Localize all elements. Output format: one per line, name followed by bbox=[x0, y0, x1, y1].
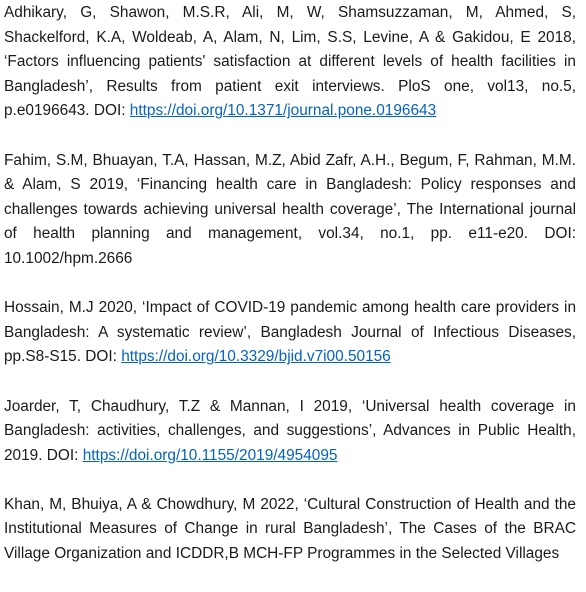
reference-text: Joarder, T, Chaudhury, T.Z & Mannan, I 2019, ‘Universal health coverage in Bangladesh: activities, challenges, and suggestions’, Advances in Public Health, 2019. DOI: bbox=[4, 397, 576, 464]
doi-link[interactable]: https://doi.org/10.1371/journal.pone.0196643 bbox=[129, 102, 437, 120]
reference-entry bbox=[4, 395, 576, 469]
reference-entry bbox=[4, 493, 576, 567]
doi-link[interactable]: https://doi.org/10.1155/2019/4954095 bbox=[82, 446, 338, 464]
reference-text: Khan, M, Bhuiya, A & Chowdhury, M 2022, ‘Cultural Construction of Health and the Institutional Measures of Change in rural Bangladesh’, The Cases of the BRAC Village Organization and ICDDR,B MCH-FP Programmes in the Selected Villages bbox=[4, 495, 576, 563]
reference-text: Hossain, M.J 2020, ‘Impact of COVID-19 pandemic among health care providers in Bangladesh: A systematic review’, Bangladesh Journal of Infectious Diseases, pp.S8-S15. DOI: bbox=[4, 299, 576, 366]
doi-link[interactable]: https://doi.org/10.3329/bjid.v7i00.50156 bbox=[121, 348, 391, 366]
reference-text: Adhikary, G, Shawon, M.S.R, Ali, M, W, Shamsuzzaman, M, Ahmed, S, Shackelford, K.A, Woldeab, A, Alam, N, Lim, S.S, Levine, A & Gakidou, E 2018, ‘Factors influencing patients' satisfaction at different levels of health facilities in Bangladesh’, Results from patient exit interviews. PloS one, vol13, no.5, p.e0196643. DOI: bbox=[4, 4, 576, 120]
reference-entry bbox=[4, 149, 576, 272]
reference-list bbox=[4, 1, 576, 567]
reference-entry bbox=[4, 1, 576, 124]
reference-entry bbox=[4, 296, 576, 370]
reference-text: Fahim, S.M, Bhuayan, T.A, Hassan, M.Z, Abid Zafr, A.H., Begum, F, Rahman, M.M. & Alam, S 2019, ‘Financing health care in Bangladesh: Policy responses and challenges towards achieving universal health coverage’, The International journal of health planning and management, vol.34, no.1, pp. e11-e20. DOI: 10.1002/hpm.2666 bbox=[4, 151, 576, 267]
